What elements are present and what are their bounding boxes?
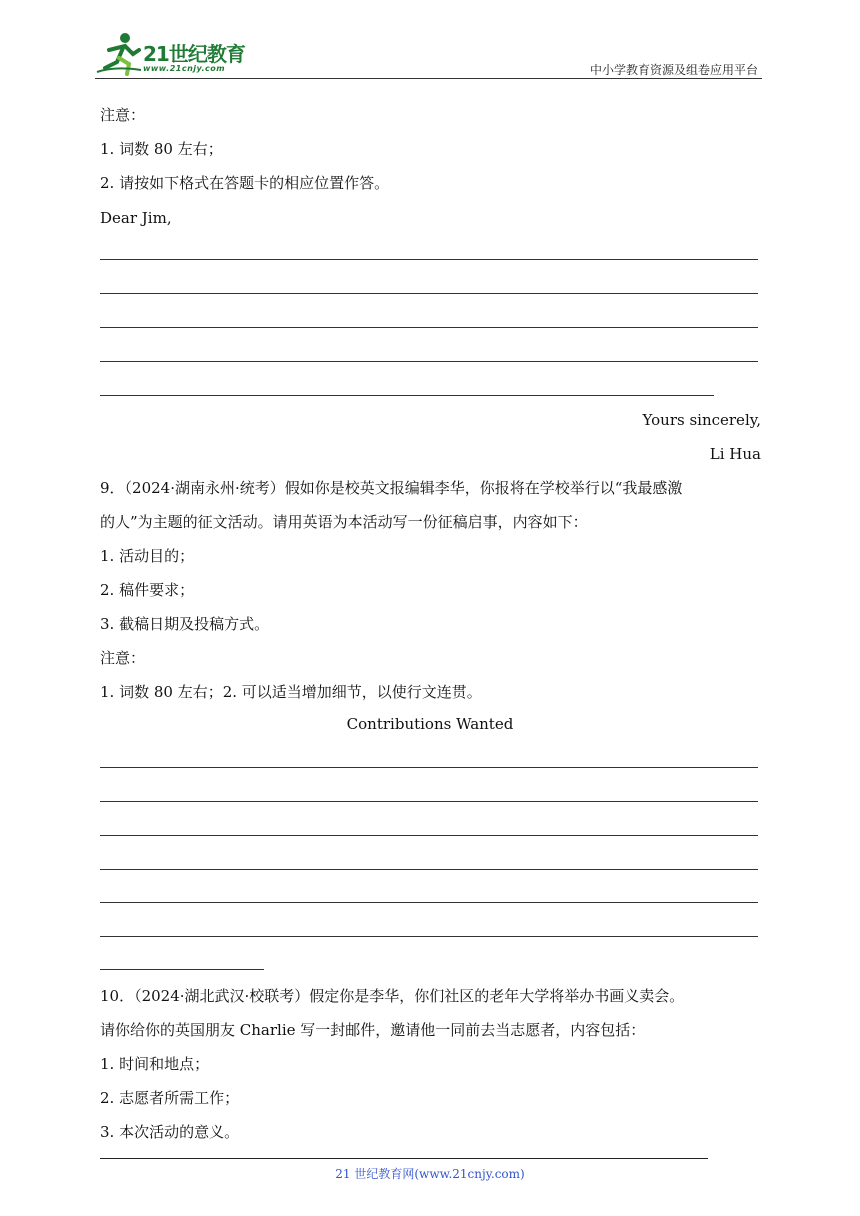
note-label: 注意： — [100, 649, 146, 667]
writing-line — [100, 969, 264, 970]
writing-line — [100, 395, 714, 396]
writing-line — [100, 869, 758, 870]
letter-signature: Li Hua — [709, 445, 761, 463]
writing-line — [100, 361, 758, 362]
question-10-text: 10．（2024·湖北武汉·校联考）假定你是李华，你们社区的老年大学将举办书画义卖会。 — [100, 987, 685, 1005]
question-10-item: 3. 本次活动的意义。 — [100, 1123, 240, 1141]
page-header — [95, 28, 762, 78]
writing-line — [100, 835, 758, 836]
question-10-item: 1. 时间和地点； — [100, 1055, 210, 1073]
question-10-text: 请你给你的英国朋友 Charlie 写一封邮件，邀请他一同前去当志愿者，内容包括： — [100, 1021, 646, 1039]
writing-line — [100, 767, 758, 768]
header-divider — [95, 78, 762, 79]
note-item: 1. 词数 80 左右； — [100, 140, 223, 158]
footer-text: 21 世纪教育网(www.21cnjy.com) — [335, 1167, 525, 1181]
writing-line — [100, 293, 758, 294]
logo-text: 21世纪教育 — [143, 42, 245, 66]
question-9-item: 2. 稿件要求； — [100, 581, 195, 599]
writing-line — [100, 936, 758, 937]
letter-closing: Yours sincerely, — [642, 411, 761, 429]
letter-salutation: Dear Jim, — [100, 209, 172, 227]
logo-url: www.21cnjy.com — [143, 64, 226, 73]
question-9-item: 1. 活动目的； — [100, 547, 195, 565]
brand-logo — [95, 28, 265, 78]
note-item: 1. 词数 80 左右；2. 可以适当增加细节，以使行文连贯。 — [100, 683, 482, 701]
question-9-title: Contributions Wanted — [346, 715, 514, 733]
question-9-text: 9．（2024·湖南永州·统考）假如你是校英文报编辑李华，你报将在学校举行以“我最感激 — [100, 479, 683, 497]
question-9-item: 3. 截稿日期及投稿方式。 — [100, 615, 270, 633]
writing-line — [100, 801, 758, 802]
runner-logo-icon — [95, 28, 145, 78]
writing-line — [100, 259, 758, 260]
writing-line — [100, 902, 758, 903]
note-label: 注意： — [100, 106, 146, 124]
question-10-item: 2. 志愿者所需工作； — [100, 1089, 240, 1107]
footer-divider — [100, 1158, 708, 1159]
writing-line — [100, 327, 758, 328]
platform-tagline: 中小学教育资源及组卷应用平台 — [589, 63, 758, 77]
note-item: 2. 请按如下格式在答题卡的相应位置作答。 — [100, 174, 390, 192]
question-9-text: 的人”为主题的征文活动。请用英语为本活动写一份征稿启事，内容如下： — [100, 513, 588, 531]
